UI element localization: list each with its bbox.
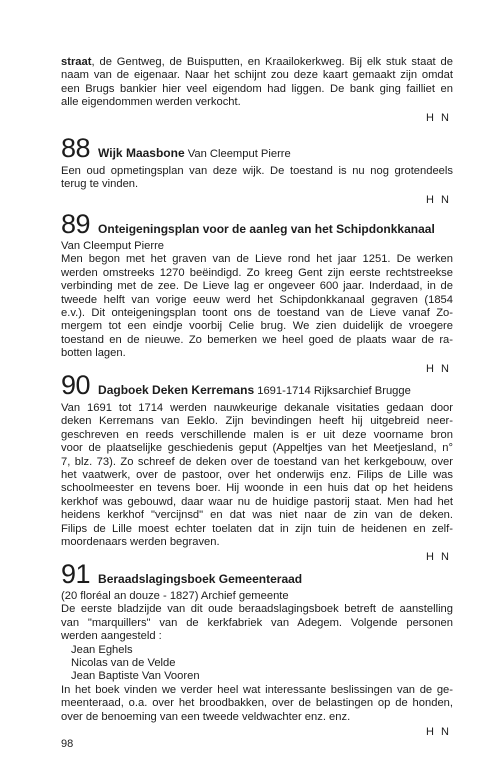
page-number: 98 (61, 738, 74, 750)
entry-number: 90 (61, 370, 91, 400)
entry-source: 1691-1714 Rijksarchief Brugge (254, 385, 411, 397)
author-initials: H N (426, 551, 451, 564)
text-line: het vaatwerk, over de pastoor, over het onderwijs enz. Filips de Lille was (61, 469, 453, 482)
entry-source: Van Cleemput Pierre (184, 148, 291, 160)
entry-90 (61, 370, 453, 565)
intro-paragraph (61, 56, 453, 125)
text-line: In het boek vinden we verder heel wat interessante beslissingen van de ge- (61, 683, 453, 696)
author-initials: H N (426, 362, 451, 375)
entry-number: 89 (61, 209, 91, 239)
entry-title: Onteigeningsplan voor de aanleg van het Schipdonkkanaal (98, 222, 435, 236)
author-initials: H N (426, 193, 451, 206)
text-line: deken Kerremans van Eeklo. Zijn bevindingen heeft hij uitgebreid neer- (61, 415, 453, 428)
text-line: Men begon met het graven van de Lieve rond het jaar 1251. De werken (61, 253, 453, 266)
text-line: geschreven en reeds verschillende malen is er uit deze voorname bron (61, 428, 453, 441)
entry-89 (61, 209, 453, 376)
text-line: Een oud opmetingsplan van deze wijk. De toestand is nu nog grotendeels (61, 165, 453, 177)
text-line: Van 1691 tot 1714 werden nauwkeurige dekanale visitaties gedaan door (61, 402, 453, 414)
text-line: verbinding met de zee. De Lieve lag er ongeveer 600 jaar. Inderdaad, in de (61, 280, 453, 293)
text-line: werden omstreeks 1270 beëindigd. Zo kreeg Gent zijn eerste rechtstreekse (61, 266, 453, 279)
text-line: een Brugs bankier hier veel eigendom had liggen. De bank ging failliet en (61, 82, 453, 95)
text-line: Filips de Lille moest echter toelaten dat in zijn tuin de heidenen en zelf- (61, 522, 453, 535)
entry-heading (61, 133, 453, 165)
text-line: 7, blz. 73). Zo schreef de deken over de toestand van het kerkgebouw, over (61, 455, 453, 468)
text-line: voor de plaatselijke geschiedenis geput (Appeltjes van het Meetjesland, n° (61, 442, 453, 455)
author-initials: H N (426, 111, 451, 124)
entry-88 (61, 133, 453, 207)
person-name: Jean Eghels (71, 643, 133, 656)
text-line: (20 floréal an douze - 1827) Archief gemeente (61, 590, 289, 602)
text-line: e.v.). Dit onteigeningsplan toont ons de toestand van de Lieve vanaf Zo- (61, 307, 453, 320)
text-line: schoolmeester en tevens boer. Hij woonde in een huis dat op het heidens (61, 482, 453, 495)
text-line: moordenaars werden begraven. (61, 536, 220, 549)
text-line: straat, de Gentweg, de Buisputten, en Kraailokerkweg. Bij elk stuk staat de (61, 56, 453, 68)
entry-91 (61, 559, 453, 739)
entry-title: Beraadslagingsboek Gemeenteraad (98, 572, 303, 586)
person-name: Jean Baptiste Van Vooren (71, 670, 200, 683)
entry-title: Dagboek Deken Kerremans (98, 383, 255, 397)
text-line: kerkhof was gebouwd, daar waar nu de huidige pastorij staat. Men had het (61, 495, 453, 508)
text-line: terug te vinden. (61, 178, 139, 191)
text-line: werden aangesteld : (61, 630, 162, 643)
person-name: Nicolas van de Velde (71, 657, 176, 670)
text-line: heidens kerkhof "vercijnsd" en dat was niet naar de zin van de deken. (61, 509, 453, 522)
text-line: over de benoeming van een tweede veldwachter enz. enz. (61, 710, 351, 723)
entry-heading (61, 559, 453, 590)
text-line: meenteraad, o.a. over het broodbakken, over de belastingen op de honden, (61, 697, 453, 710)
text-line: De eerste bladzijde van dit oude beraadslagingsboek betreft de aanstelling (61, 603, 453, 616)
text-line: Van Cleemput Pierre (61, 240, 165, 252)
text-line: naam van de eigenaar. Naar het schijnt zou deze kaart gemaakt zijn omdat (61, 69, 453, 82)
bold-word: straat (61, 56, 92, 68)
text-line: van "marquillers" van de kerkfabriek van Adegem. Volgende personen (61, 616, 453, 629)
text-line: toestand en de nieuwe. Zo bemerken we heel goed de plaats waar de ra- (61, 333, 453, 346)
text-line: botten lagen. (61, 347, 126, 360)
text-line: mergem tot een eindje voorbij Celie brug. We zien duidelijk de vroegere (61, 320, 453, 333)
text-line: tweede helft van vorige eeuw werd het Schipdonkkanaal gegraven (1854 (61, 293, 453, 306)
entry-number: 88 (61, 133, 91, 163)
text-line: alle eigendommen werden verkocht. (61, 96, 241, 109)
entry-title: Wijk Maasbone (98, 146, 185, 160)
entry-heading (61, 370, 453, 402)
entry-heading (61, 209, 453, 240)
entry-number: 91 (61, 559, 91, 589)
author-initials: H N (426, 726, 451, 739)
